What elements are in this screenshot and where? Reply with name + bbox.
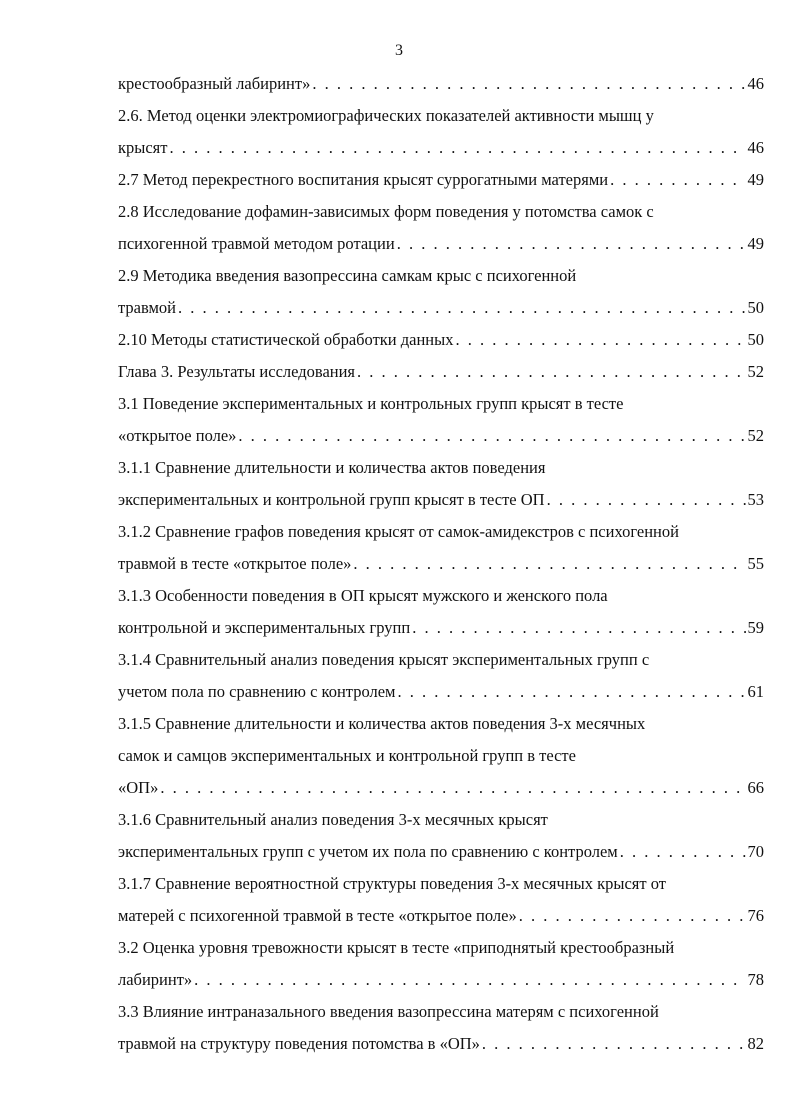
toc-entry (118, 708, 764, 804)
toc-entry (118, 100, 764, 164)
page-number: 3 (395, 42, 403, 59)
toc-entry-line: 3.2 Оценка уровня тревожности крысят в тесте «приподнятый крестообразный (118, 938, 675, 957)
dot-leader (397, 676, 745, 708)
dot-leader (547, 484, 746, 516)
toc-entry-title: матерей с психогенной травмой в тесте «открытое поле» (118, 906, 517, 925)
toc-entry (118, 868, 764, 932)
toc-entry-last-line (118, 676, 764, 708)
toc-page-number: 50 (747, 298, 764, 317)
toc-entry (118, 516, 764, 580)
toc-page-number: 52 (747, 362, 764, 381)
dot-leader (312, 68, 745, 100)
toc-page-number: 82 (747, 1034, 764, 1053)
toc-entry-line: 3.1.2 Сравнение графов поведения крысят от самок-амидекстров с психогенной (118, 522, 679, 541)
toc-entry-last-line (118, 420, 764, 452)
toc-page-number: 49 (747, 234, 764, 253)
toc-entry-title: психогенной травмой методом ротации (118, 234, 395, 253)
toc-entry (118, 804, 764, 868)
dot-leader (194, 964, 745, 996)
toc-entry (118, 644, 764, 708)
toc-entry-title: «открытое поле» (118, 426, 237, 445)
dot-leader (238, 420, 745, 452)
toc-entry-title: учетом пола по сравнению с контролем (118, 682, 396, 701)
toc-entry-title: 2.7 Метод перекрестного воспитания крысят суррогатными матерями (118, 170, 609, 189)
toc-entry (118, 388, 764, 452)
toc-page-number: 50 (747, 330, 764, 349)
toc-page-number: 78 (747, 970, 764, 989)
toc-page-number: 46 (747, 138, 764, 157)
toc-entry-last-line (118, 612, 764, 644)
toc-entry-last-line (118, 164, 764, 196)
toc-entry-title: 2.10 Методы статистической обработки данных (118, 330, 454, 349)
toc-entry-title: экспериментальных групп с учетом их пола по сравнению с контролем (118, 842, 618, 861)
toc-page-number: 66 (747, 778, 764, 797)
dot-leader (178, 292, 745, 324)
toc-entry (118, 68, 764, 100)
dot-leader (353, 548, 745, 580)
dot-leader (519, 900, 746, 932)
toc-entry (118, 324, 764, 356)
toc-entry-title: крысят (118, 138, 168, 157)
toc-entry-last-line (118, 900, 764, 932)
toc-entry-last-line (118, 484, 764, 516)
toc-entry-line: 2.8 Исследование дофамин-зависимых форм поведения у потомства самок с (118, 202, 654, 221)
toc-entry (118, 196, 764, 260)
toc-entry-last-line (118, 836, 764, 868)
toc-entry-title: лабиринт» (118, 970, 193, 989)
table-of-contents (118, 68, 764, 1060)
toc-entry-last-line (118, 68, 764, 100)
dot-leader (482, 1028, 746, 1060)
toc-entry (118, 164, 764, 196)
toc-entry-line: 2.9 Методика введения вазопрессина самкам крыс с психогенной (118, 266, 577, 285)
dot-leader (169, 132, 745, 164)
toc-entry-title: «ОП» (118, 778, 159, 797)
toc-entry (118, 996, 764, 1060)
toc-entry-line: 3.1 Поведение экспериментальных и контрольных групп крысят в тесте (118, 394, 624, 413)
toc-entry-title: контрольной и экспериментальных групп (118, 618, 411, 637)
toc-entry-line: 3.3 Влияние интраназального введения вазопрессина матерям с психогенной (118, 1002, 659, 1021)
toc-page-number: 52 (747, 426, 764, 445)
toc-entry (118, 580, 764, 644)
toc-entry-title: крестообразный лабиринт» (118, 74, 311, 93)
dot-leader (412, 612, 745, 644)
toc-page-number: 46 (747, 74, 764, 93)
toc-entry-line: 3.1.6 Сравнительный анализ поведения 3-х месячных крысят (118, 810, 548, 829)
dot-leader (455, 324, 745, 356)
toc-page-number: 59 (747, 618, 764, 637)
toc-entry (118, 932, 764, 996)
toc-entry-line: 3.1.1 Сравнение длительности и количества актов поведения (118, 458, 546, 477)
toc-entry-line: 3.1.5 Сравнение длительности и количества актов поведения 3-х месячных (118, 714, 646, 733)
toc-page-number: 53 (747, 490, 764, 509)
toc-page-number: 76 (747, 906, 764, 925)
toc-entry-title: Глава 3. Результаты исследования (118, 362, 356, 381)
toc-entry-last-line (118, 324, 764, 356)
dot-leader (620, 836, 746, 868)
toc-entry-last-line (118, 964, 764, 996)
dot-leader (357, 356, 745, 388)
toc-entry (118, 356, 764, 388)
toc-entry-title: экспериментальных и контрольной групп крысят в тесте ОП (118, 490, 545, 509)
toc-page-number: 70 (747, 842, 764, 861)
toc-entry-title: травмой в тесте «открытое поле» (118, 554, 352, 573)
toc-entry-line: 3.1.4 Сравнительный анализ поведения крысят экспериментальных групп с (118, 650, 650, 669)
toc-entry-last-line (118, 548, 764, 580)
toc-page-number: 55 (747, 554, 764, 573)
toc-page-number: 61 (747, 682, 764, 701)
toc-entry-line: 2.6. Метод оценки электромиографических показателей активности мышц у (118, 106, 654, 125)
toc-entry-title: травмой на структуру поведения потомства в «ОП» (118, 1034, 480, 1053)
toc-entry-last-line (118, 228, 764, 260)
toc-entry-last-line (118, 1028, 764, 1060)
dot-leader (610, 164, 745, 196)
toc-entry-title: травмой (118, 298, 177, 317)
toc-page-number: 49 (747, 170, 764, 189)
toc-entry-last-line (118, 356, 764, 388)
toc-entry (118, 452, 764, 516)
toc-entry-last-line (118, 772, 764, 804)
toc-entry-line: самок и самцов экспериментальных и контрольной групп в тесте (118, 746, 576, 765)
dot-leader (397, 228, 746, 260)
toc-entry-line: 3.1.3 Особенности поведения в ОП крысят мужского и женского пола (118, 586, 608, 605)
dot-leader (160, 772, 745, 804)
toc-entry-last-line (118, 132, 764, 164)
toc-entry-last-line (118, 292, 764, 324)
toc-entry-line: 3.1.7 Сравнение вероятностной структуры поведения 3-х месячных крысят от (118, 874, 666, 893)
toc-entry (118, 260, 764, 324)
